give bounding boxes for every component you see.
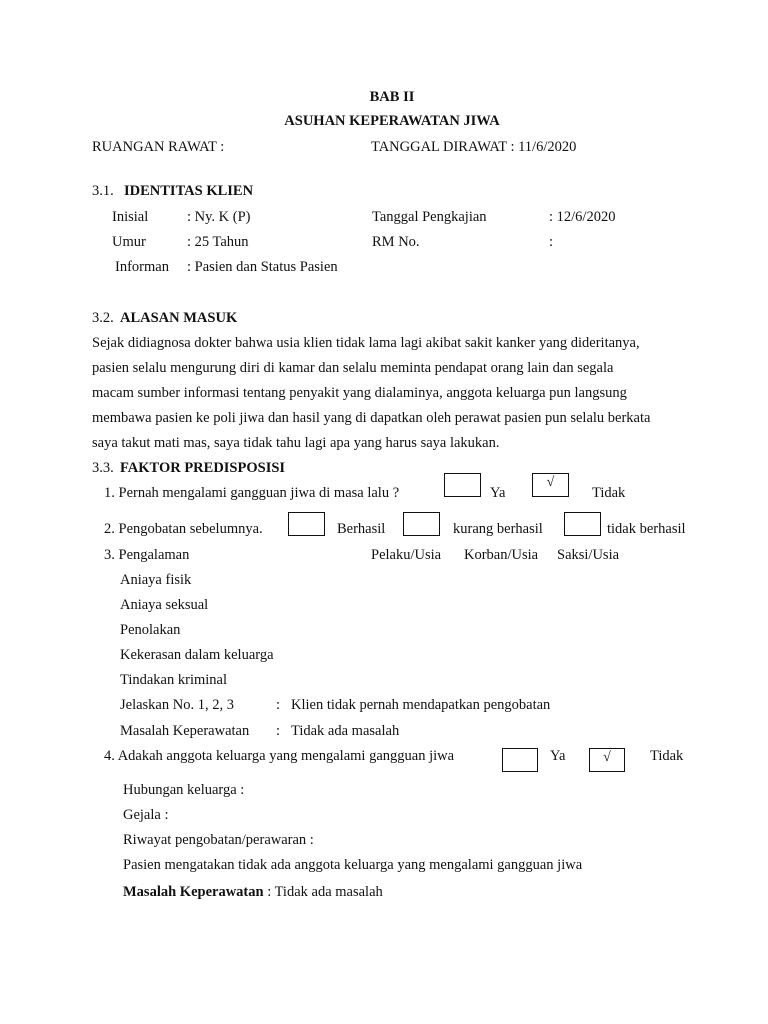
q3-problem-value: Tidak ada masalah — [291, 723, 400, 739]
section-title-reason: ALASAN MASUK — [120, 310, 238, 326]
assessment-date-label: Tanggal Pengkajian — [372, 209, 487, 225]
assessment-date-value: : 12/6/2020 — [549, 209, 616, 225]
explain-label: Jelaskan No. 1, 2, 3 — [120, 697, 234, 713]
experience-item: Kekerasan dalam keluarga — [120, 647, 274, 663]
experience-item: Aniaya seksual — [120, 597, 209, 613]
q4-no-label: Tidak — [650, 748, 684, 764]
q2-partial-checkbox[interactable] — [403, 512, 440, 536]
q2-success-label: Berhasil — [337, 521, 386, 537]
room-label: RUANGAN RAWAT : — [92, 139, 225, 155]
experience-item: Aniaya fisik — [120, 572, 192, 588]
q4-problem-value: : Tidak ada masalah — [263, 884, 383, 900]
experience-item: Tindakan kriminal — [120, 672, 228, 688]
section-number-3-1: 3.1. — [92, 183, 114, 199]
q4-no-checkbox[interactable] — [589, 748, 625, 772]
question-3-text: 3. Pengalaman — [104, 547, 190, 563]
q1-no-label: Tidak — [592, 485, 626, 501]
col-victim: Korban/Usia — [464, 547, 539, 563]
admission-date: TANGGAL DIRAWAT : 11/6/2020 — [371, 139, 577, 155]
reason-paragraph-line: pasien selalu mengurung diri di kamar dan selalu meminta pendapat orang lain dan segala — [92, 360, 614, 376]
checkmark-icon: √ — [546, 475, 555, 490]
initial-value: : Ny. K (P) — [187, 209, 251, 225]
family-statement: Pasien mengatakan tidak ada anggota keluarga yang mengalami gangguan jiwa — [123, 857, 583, 873]
symptoms: Gejala : — [123, 807, 169, 823]
informant-value: : Pasien dan Status Pasien — [187, 259, 338, 275]
q4-yes-label: Ya — [550, 748, 566, 764]
question-1-text: 1. Pernah mengalami gangguan jiwa di masa lalu ? — [104, 485, 400, 501]
section-number-3-3: 3.3. — [92, 460, 114, 476]
q2-success-checkbox[interactable] — [288, 512, 325, 536]
chapter-heading: BAB II — [369, 89, 415, 105]
experience-item: Penolakan — [120, 622, 181, 638]
initial-label: Inisial — [112, 209, 149, 225]
section-title-identity: IDENTITAS KLIEN — [124, 183, 254, 199]
reason-paragraph-line: membawa pasien ke poli jiwa dan hasil yang di dapatkan oleh perawat pasien pun selalu berkata — [92, 410, 651, 426]
informant-label: Informan — [115, 259, 169, 275]
checkmark-icon: √ — [603, 750, 611, 765]
col-witness: Saksi/Usia — [557, 547, 620, 563]
family-relation: Hubungan keluarga : — [123, 782, 245, 798]
question-2-text: 2. Pengobatan sebelumnya. — [104, 521, 263, 537]
question-4-text: 4. Adakah anggota keluarga yang mengalami gangguan jiwa — [104, 748, 455, 764]
q1-yes-checkbox[interactable] — [444, 473, 481, 497]
q4-yes-checkbox[interactable] — [502, 748, 538, 772]
q2-failed-label: tidak berhasil — [607, 521, 686, 537]
explain-value: Klien tidak pernah mendapatkan pengobatan — [291, 697, 551, 713]
q3-problem-colon: : — [276, 723, 281, 739]
age-label: Umur — [112, 234, 146, 250]
q4-problem — [123, 885, 383, 900]
document-title: ASUHAN KEPERAWATAN JIWA — [284, 113, 500, 129]
explain-colon: : — [276, 697, 281, 713]
reason-paragraph-line: macam sumber informasi tentang penyakit yang dialaminya, anggota keluarga pun langsung — [92, 385, 627, 401]
q1-no-checkbox[interactable] — [532, 473, 569, 497]
rm-label: RM No. — [372, 234, 420, 250]
q4-problem-label: Masalah Keperawatan — [123, 884, 264, 900]
q1-yes-label: Ya — [490, 485, 506, 501]
q3-problem-label: Masalah Keperawatan — [120, 723, 250, 739]
section-number-3-2: 3.2. — [92, 310, 114, 326]
section-title-predisposition: FAKTOR PREDISPOSISI — [120, 460, 286, 476]
reason-paragraph-line: saya takut mati mas, saya tidak tahu lagi apa yang harus saya lakukan. — [92, 435, 500, 451]
age-value: : 25 Tahun — [187, 234, 249, 250]
rm-value: : — [549, 234, 554, 250]
q2-failed-checkbox[interactable] — [564, 512, 601, 536]
treatment-history: Riwayat pengobatan/perawaran : — [123, 832, 314, 848]
q2-partial-label: kurang berhasil — [453, 521, 543, 537]
col-perpetrator: Pelaku/Usia — [371, 547, 442, 563]
reason-paragraph-line: Sejak didiagnosa dokter bahwa usia klien tidak lama lagi akibat sakit kanker yang dideritanya, — [92, 335, 640, 351]
